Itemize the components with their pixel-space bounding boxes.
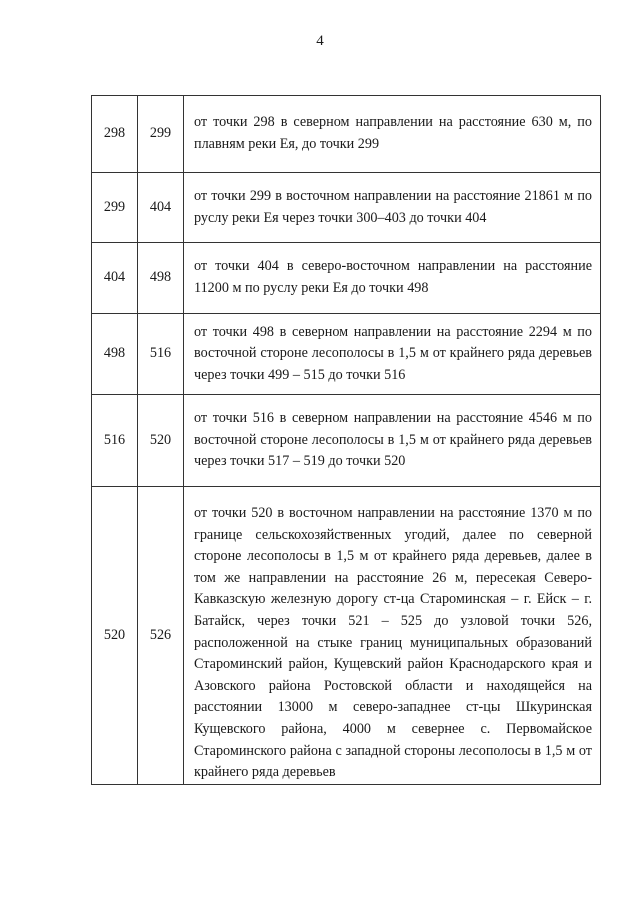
from-point-cell: 298 bbox=[92, 96, 138, 173]
route-description-cell: от точки 520 в восточном направлении на расстояние 1370 м по границе сельскохозяйственных угодий, далее по северной стороне лесополосы в 1,5 м от крайнего ряда деревьев, далее в том же направлении на расстояние 26 м, пересекая Северо-Кавказскую железную дорогу ст-ца Староминская – г. Ейск – г. Батайск, через точки 521 – 525 до узловой точки 526, расположенной на стыке границ муниципальных образований Староминский район, Кущевский район Краснодарского края и Азовского района Ростовской области и находящейся на расстоянии 13000 м северо-западнее ст-цы Шкуринская Кущевского района, 4000 м севернее с. Первомайское Староминского района с западной стороны лесополосы в 1,5 м от крайнего ряда деревьев bbox=[184, 487, 601, 785]
from-point-cell: 404 bbox=[92, 243, 138, 314]
to-point-cell: 404 bbox=[138, 173, 184, 243]
to-point-cell: 498 bbox=[138, 243, 184, 314]
route-description-cell: от точки 498 в северном направлении на расстояние 2294 м по восточной стороне лесополосы в 1,5 м от крайнего ряда деревьев через точки 499 – 515 до точки 516 bbox=[184, 314, 601, 395]
to-point-cell: 526 bbox=[138, 487, 184, 785]
table-row bbox=[92, 243, 601, 314]
table-row bbox=[92, 395, 601, 487]
to-point-cell: 516 bbox=[138, 314, 184, 395]
route-description-cell: от точки 299 в восточном направлении на расстояние 21861 м по руслу реки Ея через точки 300–403 до точки 404 bbox=[184, 173, 601, 243]
table-row bbox=[92, 96, 601, 173]
to-point-cell: 520 bbox=[138, 395, 184, 487]
page-number: 4 bbox=[316, 33, 324, 49]
from-point-cell: 299 bbox=[92, 173, 138, 243]
route-description-cell: от точки 404 в северо-восточном направлении на расстояние 11200 м по руслу реки Ея до точки 498 bbox=[184, 243, 601, 314]
table-row bbox=[92, 173, 601, 243]
table-row bbox=[92, 487, 601, 785]
from-point-cell: 516 bbox=[92, 395, 138, 487]
route-description-cell: от точки 298 в северном направлении на расстояние 630 м, по плавням реки Ея, до точки 299 bbox=[184, 96, 601, 173]
table-row bbox=[92, 314, 601, 395]
boundary-description-table bbox=[91, 95, 601, 785]
from-point-cell: 498 bbox=[92, 314, 138, 395]
from-point-cell: 520 bbox=[92, 487, 138, 785]
route-description-cell: от точки 516 в северном направлении на расстояние 4546 м по восточной стороне лесополосы в 1,5 м от крайнего ряда деревьев через точки 517 – 519 до точки 520 bbox=[184, 395, 601, 487]
to-point-cell: 299 bbox=[138, 96, 184, 173]
